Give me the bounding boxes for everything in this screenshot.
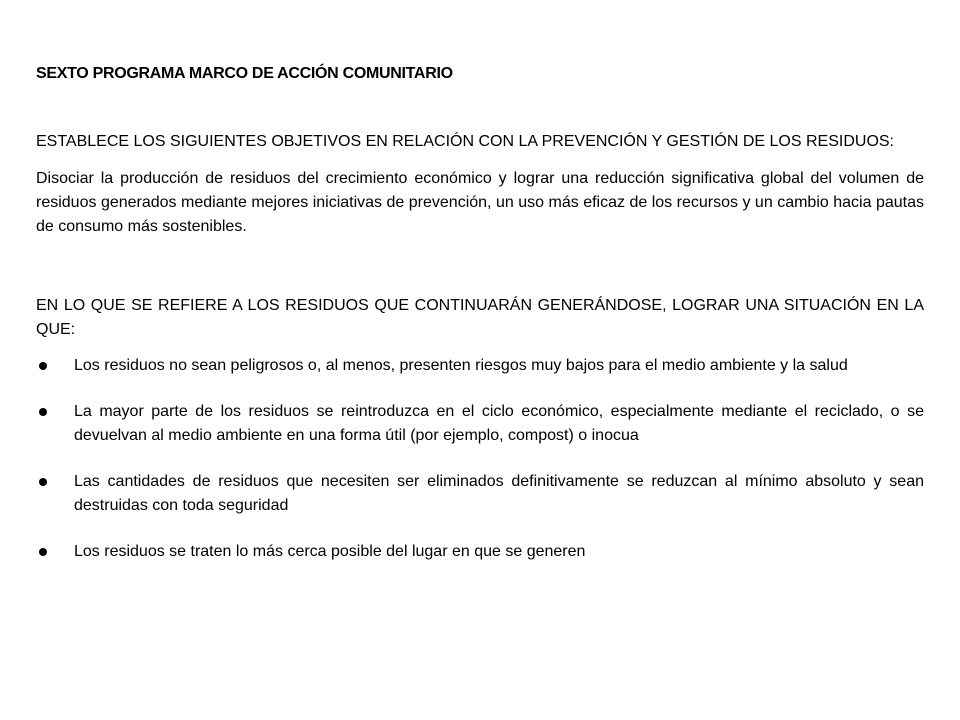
bullet-icon: [39, 408, 47, 416]
objectives-paragraph: Disociar la producción de residuos del crecimiento económico y lograr una reducción significativa global del volumen de residuos generados mediante mejores iniciativas de prevención, un uso más eficaz de los recursos y un cambio hacia pautas de consumo más sostenibles.: [36, 170, 924, 235]
list-item: [36, 470, 924, 518]
section-heading-residues: EN LO QUE SE REFIERE A LOS RESIDUOS QUE CONTINUARÁN GENERÁNDOSE, LOGRAR UNA SITUACIÓN EN LA QUE:: [36, 297, 924, 338]
bullet-list: [36, 354, 924, 564]
bullet-icon: [39, 362, 47, 370]
list-item-text: La mayor parte de los residuos se reintroduzca en el ciclo económico, especialmente mediante el reciclado, o se devuelvan al medio ambiente en una forma útil (por ejemplo, compost) o inocua: [74, 403, 924, 444]
list-item: [36, 354, 924, 378]
section-heading-objectives: ESTABLECE LOS SIGUIENTES OBJETIVOS EN RELACIÓN CON LA PREVENCIÓN Y GESTIÓN DE LOS RESIDUOS:: [36, 133, 894, 150]
list-item-text: Los residuos no sean peligrosos o, al menos, presenten riesgos muy bajos para el medio ambiente y la salud: [74, 357, 848, 374]
list-item: [36, 400, 924, 448]
bullet-icon: [39, 548, 47, 556]
document-title: SEXTO PROGRAMA MARCO DE ACCIÓN COMUNITARIO: [36, 65, 453, 82]
list-item-text: Los residuos se traten lo más cerca posible del lugar en que se generen: [74, 543, 586, 560]
bullet-icon: [39, 478, 47, 486]
document-slide: [36, 62, 924, 564]
list-item: [36, 540, 924, 564]
list-item-text: Las cantidades de residuos que necesiten ser eliminados definitivamente se reduzcan al mínimo absoluto y sean destruidas con toda seguridad: [74, 473, 924, 514]
